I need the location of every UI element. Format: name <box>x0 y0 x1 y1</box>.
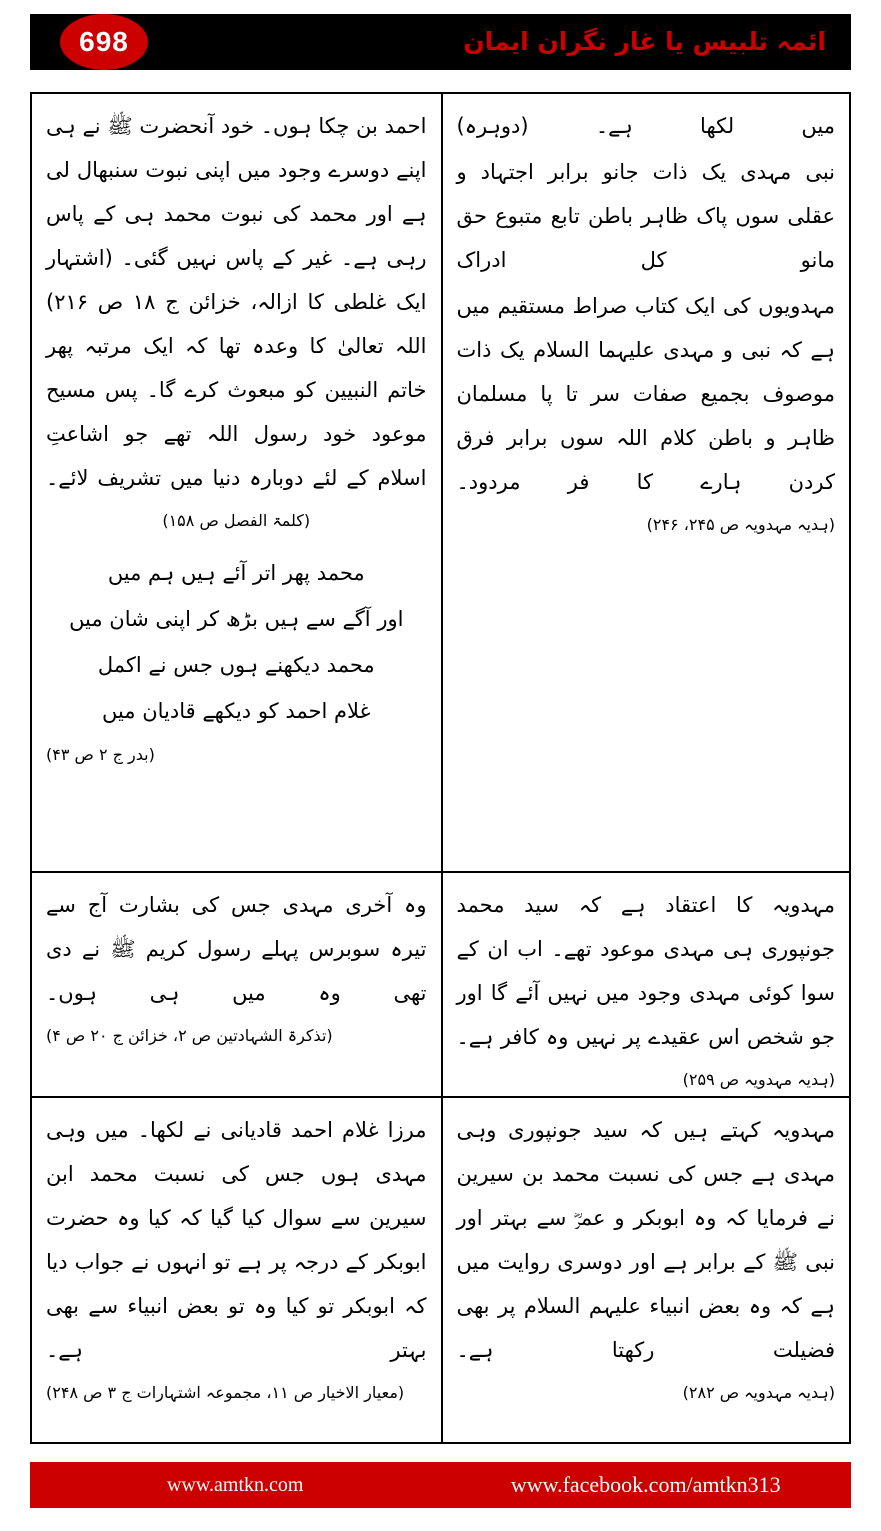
footer-website-link[interactable]: www.amtkn.com <box>167 1473 304 1496</box>
band2-left-column <box>32 873 441 1096</box>
paragraph: مہدویہ کہتے ہیں کہ سید جونپوری وہی مہدی ہے جس کی نسبت محمد بن سیرین نے فرمایا کہ وہ ابوبکر و عمرؓ سے بہتر اور نبی ﷺ کے برابر ہے اور دوسری روایت میں ہے کہ وہ بعض انبیاء علیہم السلام پر بھی فضیلت رکھتا ہے۔ <box>456 1117 835 1362</box>
paragraph: وہ آخری مہدی جس کی بشارت آج سے تیرہ سوبرس پہلے رسول کریم ﷺ نے دی تھی وہ میں ہی ہوں۔ <box>46 892 427 1005</box>
poem-line: اور آگے سے ہیں بڑھ کر اپنی شان میں <box>69 607 404 631</box>
band2-right-column <box>441 873 850 1096</box>
band1-right-reference: (ہدیہ مہدویہ ص ۲۴۵، ۲۴۶) <box>646 515 835 534</box>
band1-left-text <box>46 104 427 500</box>
band2-right-text <box>457 883 836 1059</box>
page-number-badge: 698 <box>60 14 148 70</box>
footer-facebook-link[interactable]: www.facebook.com/amtkn313 <box>510 1472 781 1497</box>
content-band-1 <box>32 94 849 873</box>
paragraph: مہدویوں کی ایک کتاب صراط مستقیم میں ہے کہ نبی و مہدی علیہما السلام یک ذات موصوف بجمیع صفات سر تا پا مسلمان ظاہر و باطن کلام اللہ سوں برابر فرق کردن ہارے کا فر مردود۔ <box>456 294 835 494</box>
band1-left-column <box>32 94 441 871</box>
band3-right-column <box>441 1098 850 1442</box>
band3-right-reference: (ہدیہ مہدویہ ص ۲۸۲) <box>682 1382 835 1402</box>
paragraph: مہدویہ کا اعتقاد ہے کہ سید محمد جونپوری ہی مہدی موعود تھے۔ اب ان کے سوا کوئی مہدی وجود میں نہیں آئے گا اور جو شخص اس عقیدے پر نہیں وہ کافر ہے۔ <box>456 892 835 1049</box>
band2-left-text <box>46 883 427 1015</box>
paragraph: میں لکھا ہے۔ (دوہرہ) <box>456 114 835 138</box>
band1-left-reference-2: (بدر ج ۲ ص ۴۳) <box>46 745 155 764</box>
band3-right-text <box>457 1108 836 1372</box>
band1-right-text <box>457 104 836 504</box>
content-band-2 <box>32 873 849 1098</box>
paragraph: نبی مہدی یک ذات جانو برابر اجتہاد و عقلی سوں پاک ظاہر باطن تابع متبوع حق مانو کل ادراک <box>456 160 835 272</box>
band3-left-column <box>32 1098 441 1442</box>
content-band-3 <box>32 1098 849 1442</box>
band3-left-reference: (معیار الاخیار ص ۱۱، مجموعہ اشتہارات ج ۳ ص ۲۴۸) <box>46 1382 405 1402</box>
page-content-frame <box>30 92 851 1444</box>
page-header <box>0 0 881 84</box>
band2-left-reference: (تذکرۃ الشہادتین ص ۲، خزائن ج ۲۰ ص ۴) <box>46 1025 333 1045</box>
book-title: ائمہ تلبیس یا غار نگران ایمان <box>463 27 826 56</box>
band1-left-reference-1: (کلمۃ الفصل ص ۱۵۸) <box>162 511 311 530</box>
band1-left-poem <box>46 550 427 734</box>
poem-line: محمد دیکھنے ہوں جس نے اکمل <box>97 653 375 677</box>
band2-right-reference: (ہدیہ مہدویہ ص ۲۵۹) <box>682 1069 835 1089</box>
band1-right-column <box>441 94 850 871</box>
paragraph: مرزا غلام احمد قادیانی نے لکھا۔ میں وہی مہدی ہوں جس کی نسبت محمد ابن سیرین سے سوال کیا گیا کہ کیا وہ حضرت ابوبکر کے درجہ پر ہے تو انہوں نے جواب دیا کہ ابوبکر تو کیا وہ تو بعض انبیاء سے بھی بہتر ہے۔ <box>46 1117 427 1362</box>
poem-line: محمد پھر اتر آئے ہیں ہم میں <box>107 561 365 585</box>
band3-left-text <box>46 1108 427 1372</box>
page-footer <box>30 1462 851 1508</box>
poem-line: غلام احمد کو دیکھے قادیان میں <box>101 699 371 723</box>
paragraph: احمد بن چکا ہوں۔ خود آنحضرت ﷺ نے ہی اپنے دوسرے وجود میں اپنی نبوت سنبھال لی ہے اور محمد کی نبوت محمد ہی کے پاس رہی ہے۔ غیر کے پاس نہیں گئی۔ (اشتہار ایک غلطی کا ازالہ، خزائن ج ۱۸ ص ۲۱۶) اللہ تعالیٰ کا وعدہ تھا کہ ایک مرتبہ پھر خاتم النبیین کو مبعوث کرے گا۔ پس مسیح موعود خود رسول اللہ تھے جو اشاعتِ اسلام کے لئے دوبارہ دنیا میں تشریف لائے۔ <box>46 114 427 490</box>
